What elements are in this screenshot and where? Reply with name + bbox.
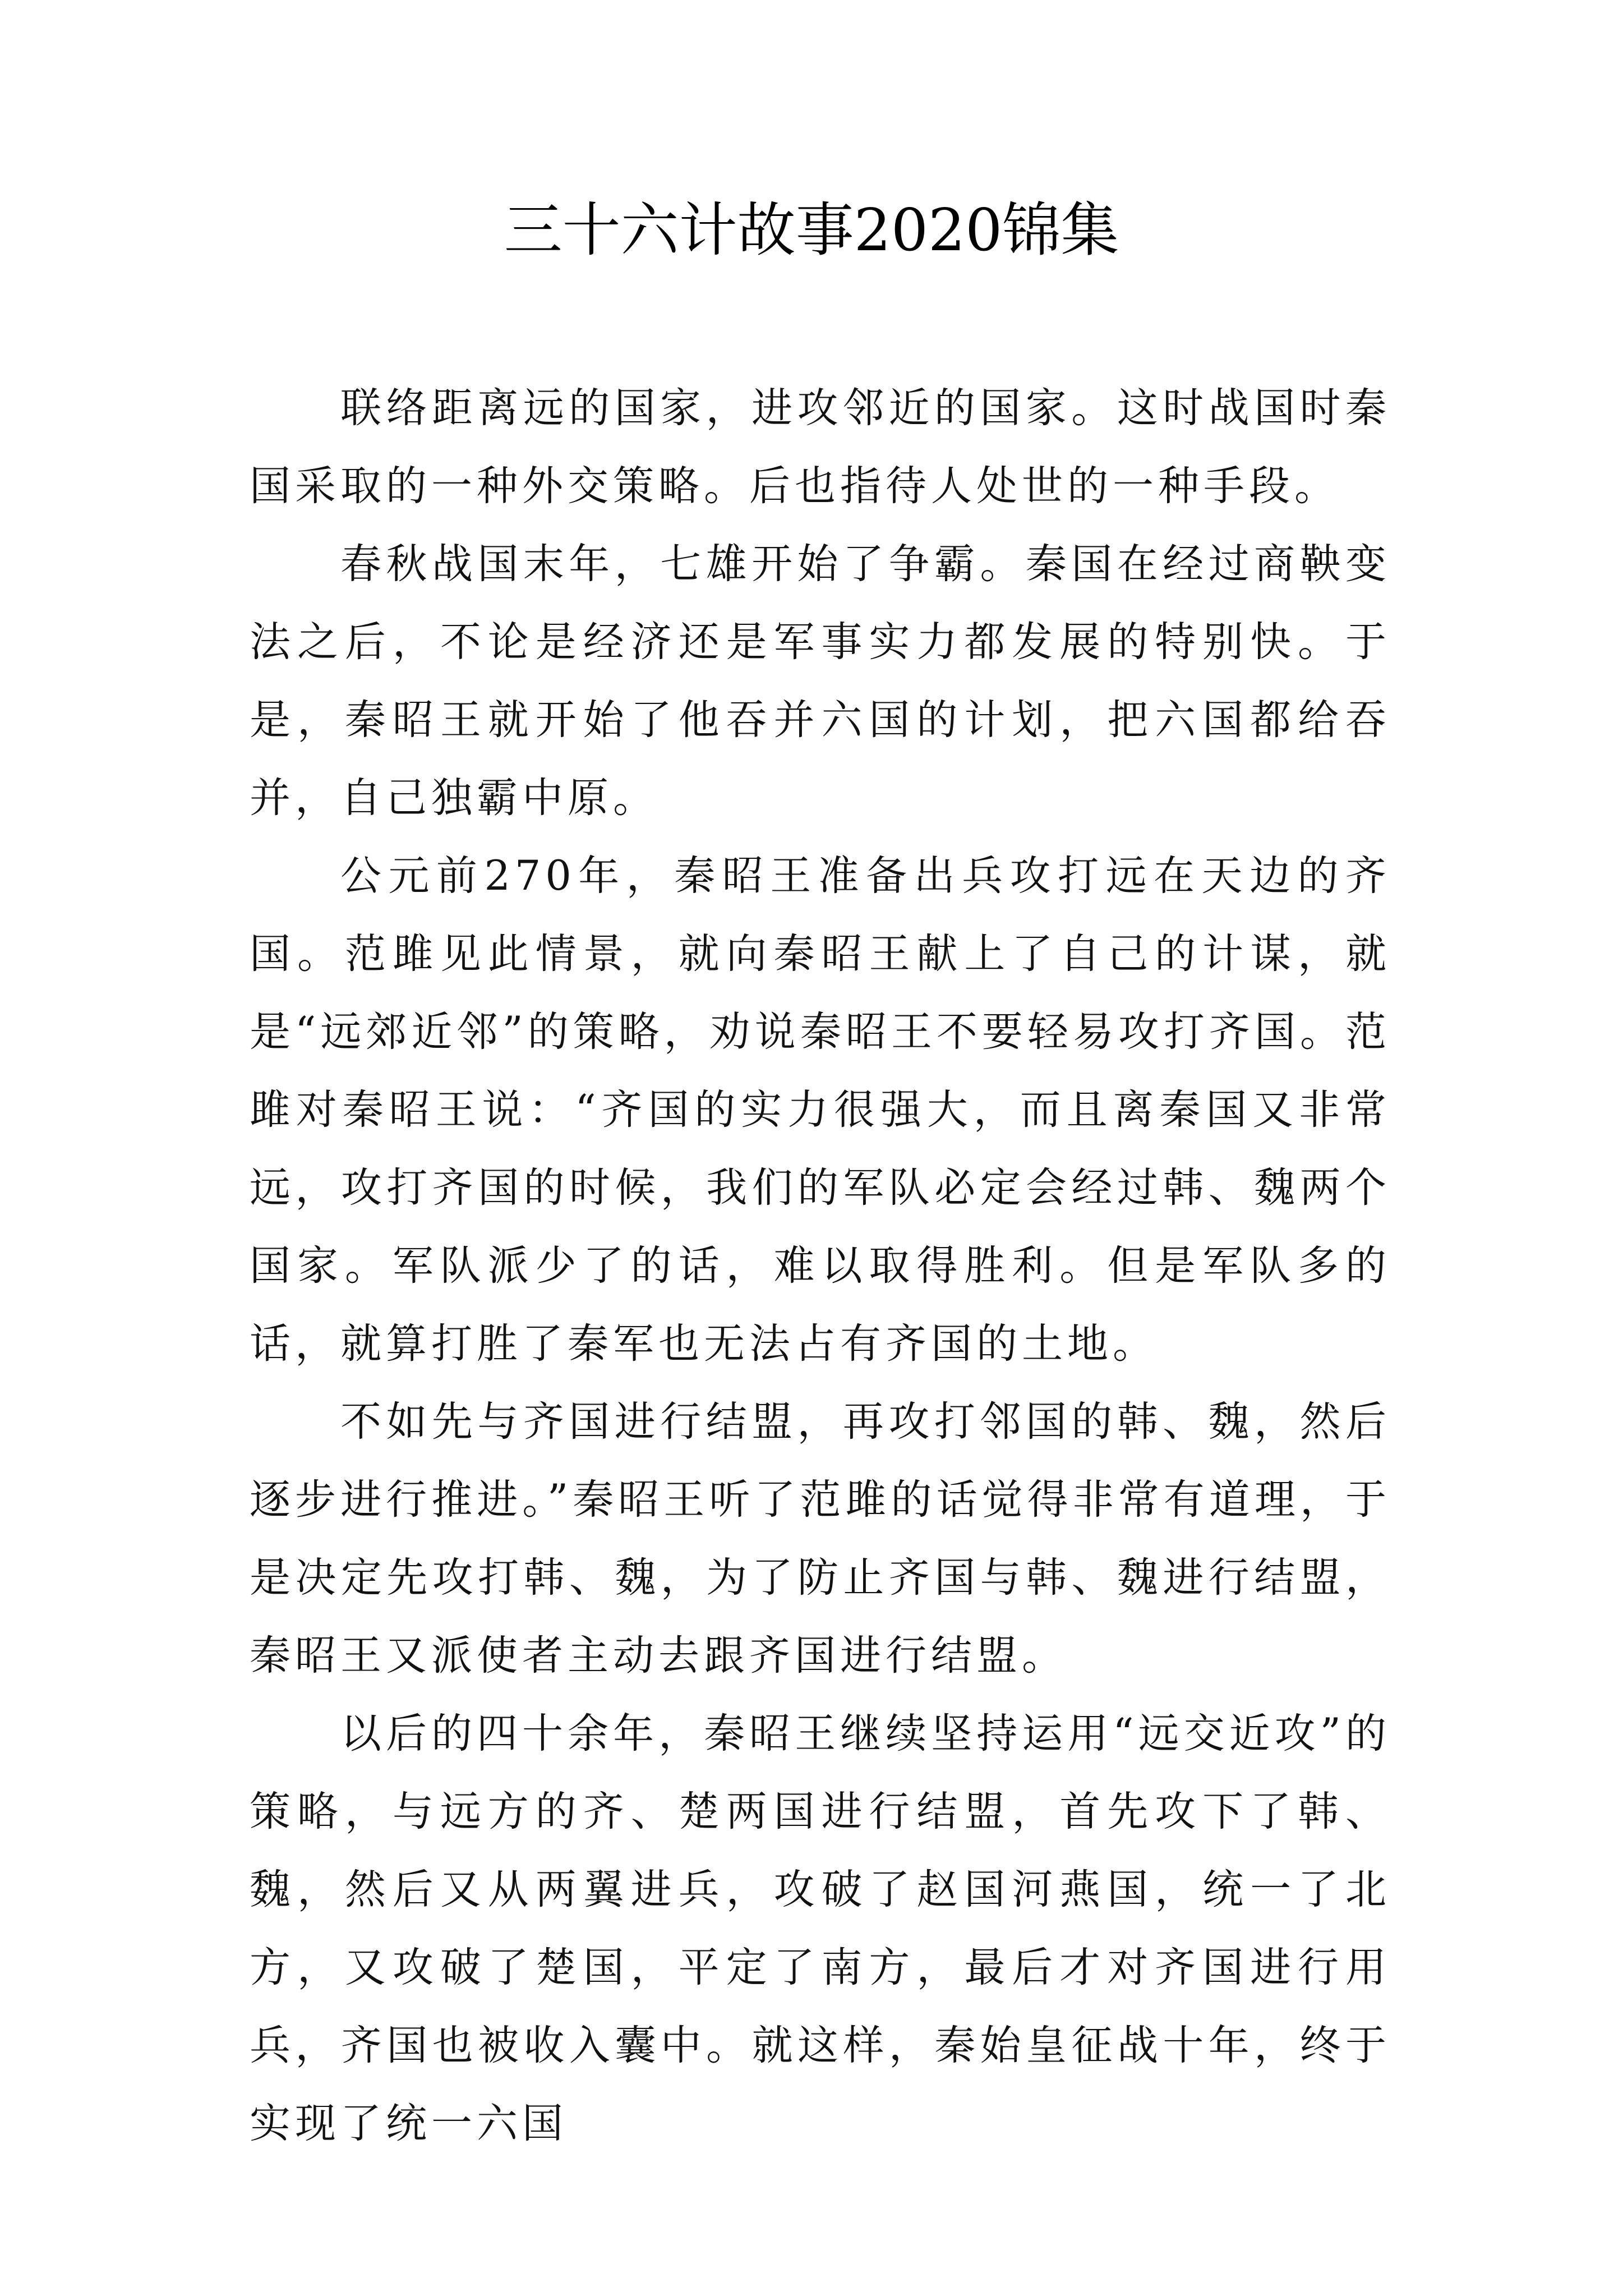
- paragraph: 以后的四十余年，秦昭王继续坚持运用“远交近攻”的策略，与远方的齐、楚两国进行结盟，首先攻下了韩、魏，然后又从两翼进兵，攻破了赵国河燕国，统一了北方，又攻破了楚国，平定了南方，最后才对齐国进行用兵，齐国也被收入囊中。就这样，秦始皇征战十年，终于实现了统一六国: [250, 1710, 1391, 2147]
- paragraph: 联络距离远的国家，进攻邻近的国家。这时战国时秦国采取的一种外交策略。后也指待人处世的一种手段。: [250, 384, 1391, 510]
- paragraph: 公元前270年，秦昭王准备出兵攻打远在天边的齐国。范雎见此情景，就向秦昭王献上了自己的计谋，就是“远郊近邻”的策略，劝说秦昭王不要轻易攻打齐国。范雎对秦昭王说：“齐国的实力很强大，而且离秦国又非常远，攻打齐国的时候，我们的军队必定会经过韩、魏两个国家。军队派少了的话，难以取得胜利。但是军队多的话，就算打胜了秦军也无法占有齐国的土地。: [250, 852, 1391, 1368]
- document-body: [250, 369, 1391, 2162]
- document-title: 三十六计故事2020锦集: [504, 196, 1119, 264]
- paragraph: 不如先与齐国进行结盟，再攻打邻国的韩、魏，然后逐步进行推进。”秦昭王听了范雎的话觉得非常有道理，于是决定先攻打韩、魏，为了防止齐国与韩、魏进行结盟，秦昭王又派使者主动去跟齐国进行结盟。: [250, 1398, 1391, 1680]
- paragraph: 春秋战国末年，七雄开始了争霸。秦国在经过商鞅变法之后，不论是经济还是军事实力都发展的特别快。于是，秦昭王就开始了他吞并六国的计划，把六国都给吞并，自己独霸中原。: [250, 540, 1391, 822]
